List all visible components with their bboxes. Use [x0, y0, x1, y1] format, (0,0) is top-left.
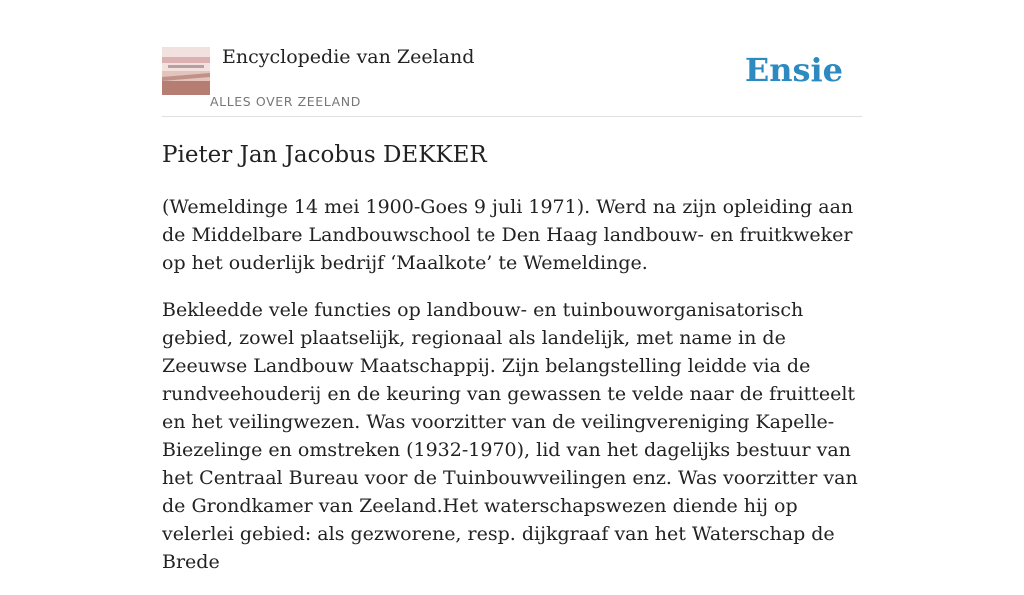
article-paragraph-1: (Wemeldinge 14 mei 1900-Goes 9 juli 1971). Werd na zijn opleiding aan de Middelbare Landbouwschool te Den Haag landbouw- en fruitkweker op het ouderlijk bedrijf ‘Maalkote’ te Wemeldinge.	[162, 196, 854, 274]
encyclopedie-zeeland-logo-icon	[162, 47, 210, 95]
article-paragraph-2: Bekleedde vele functies op landbouw- en tuinbouworganisatorisch gebied, zowel plaatselijk, regionaal als landelijk, met name in de Zeeuwse Landbouw Maatschappij. Zijn belangstelling leidde via de rundveehouderij en de keuring van gewassen te velde naar de fruitteelt en het veilingwezen. Was voorzitter van de veilingvereniging Kapelle-Biezelinge en omstreken (1932-1970), lid van het dagelijks bestuur van het Centraal Bureau voor de Tuinbouwveilingen enz. Was voorzitter van de Grondkamer van Zeeland.Het waterschapswezen diende hij op velerlei gebied: als gezworene, resp. dijkgraaf van het Waterschap de Brede	[162, 299, 858, 573]
site-title[interactable]: Encyclopedie van Zeeland	[222, 46, 475, 68]
article	[162, 139, 862, 595]
site-avatar[interactable]	[162, 47, 210, 95]
site-header	[162, 44, 862, 117]
article-title: Pieter Jan Jacobus DEKKER	[162, 142, 487, 168]
site-subtitle: ALLES OVER ZEELAND	[210, 94, 361, 109]
ensie-logo-link[interactable]: Ensie	[744, 51, 843, 89]
